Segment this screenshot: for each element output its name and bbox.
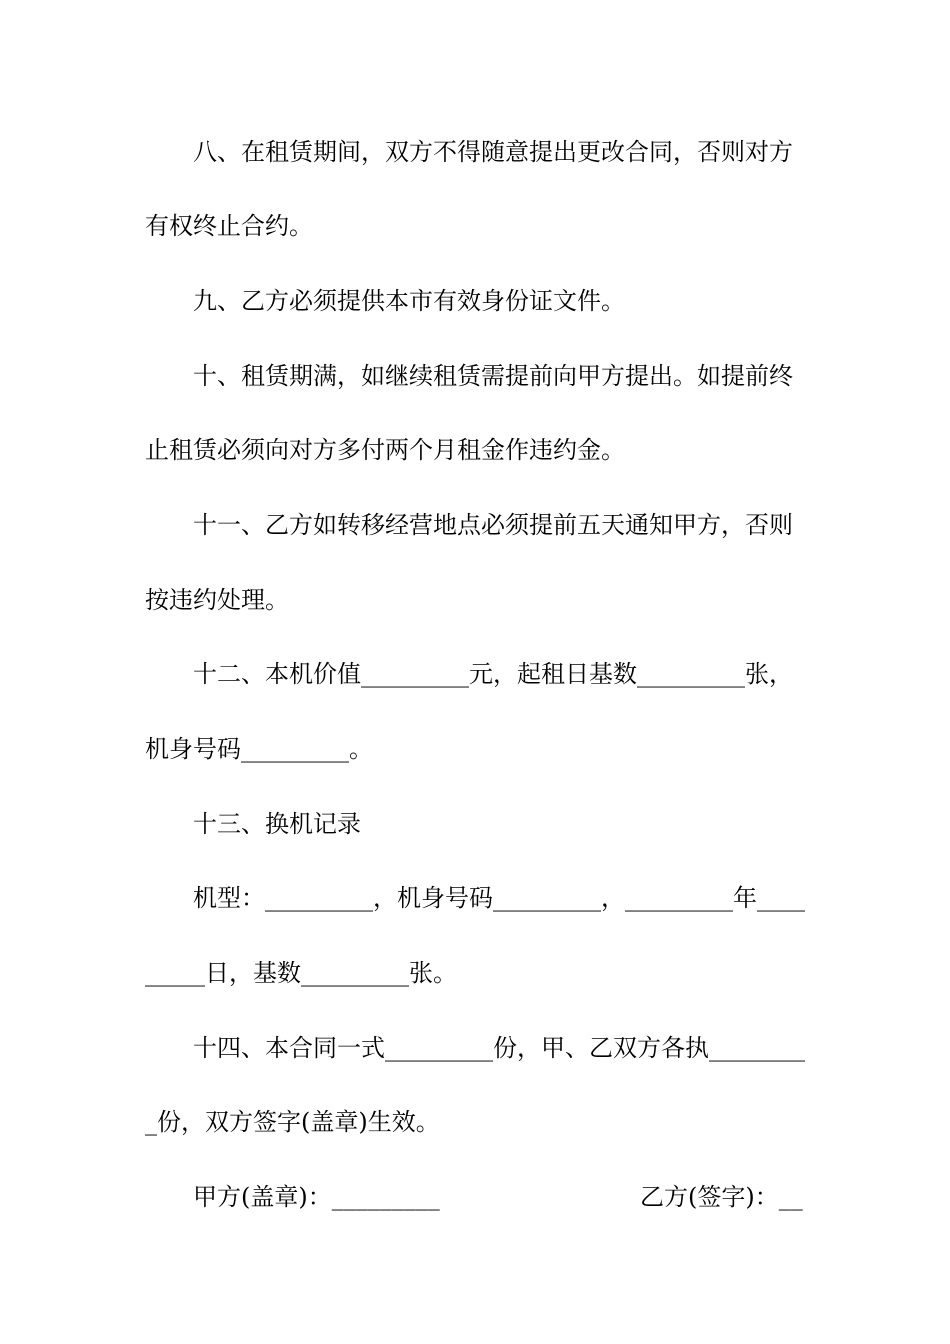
clause-13-heading: 十三、换机记录: [193, 810, 361, 838]
clause-12-line-2: 机身号码_________。: [145, 735, 373, 763]
clause-8-line-1: 八、在租赁期间，双方不得随意提出更改合同，否则对方: [193, 138, 793, 166]
clause-10-line-1: 十、租赁期满，如继续租赁需提前向甲方提出。如提前终: [193, 362, 793, 390]
clause-11-line-2: 按违约处理。: [145, 586, 289, 614]
clause-10-line-2: 止租赁必须向对方多付两个月租金作违约金。: [145, 436, 625, 464]
clause-9-line-1: 九、乙方必须提供本市有效身份证文件。: [193, 287, 625, 315]
party-b-signature: 乙方(签字)：__: [640, 1183, 803, 1211]
clause-14-line-1: 十四、本合同一式_________份，甲、乙双方各执________: [193, 1034, 805, 1062]
party-a-signature: 甲方(盖章)：_________: [193, 1183, 440, 1211]
clause-8-line-2: 有权终止合约。: [145, 212, 313, 240]
clause-11-line-1: 十一、乙方如转移经营地点必须提前五天通知甲方，否则: [193, 511, 793, 539]
clause-12-line-1: 十二、本机价值_________元，起租日基数_________张，: [193, 660, 793, 688]
clause-14-line-2: _份，双方签字(盖章)生效。: [145, 1108, 440, 1136]
clause-13-record-line-2: _____日，基数_________张。: [145, 959, 457, 987]
clause-13-record-line-1: 机型：_________，机身号码_________，_________年____: [193, 884, 805, 912]
